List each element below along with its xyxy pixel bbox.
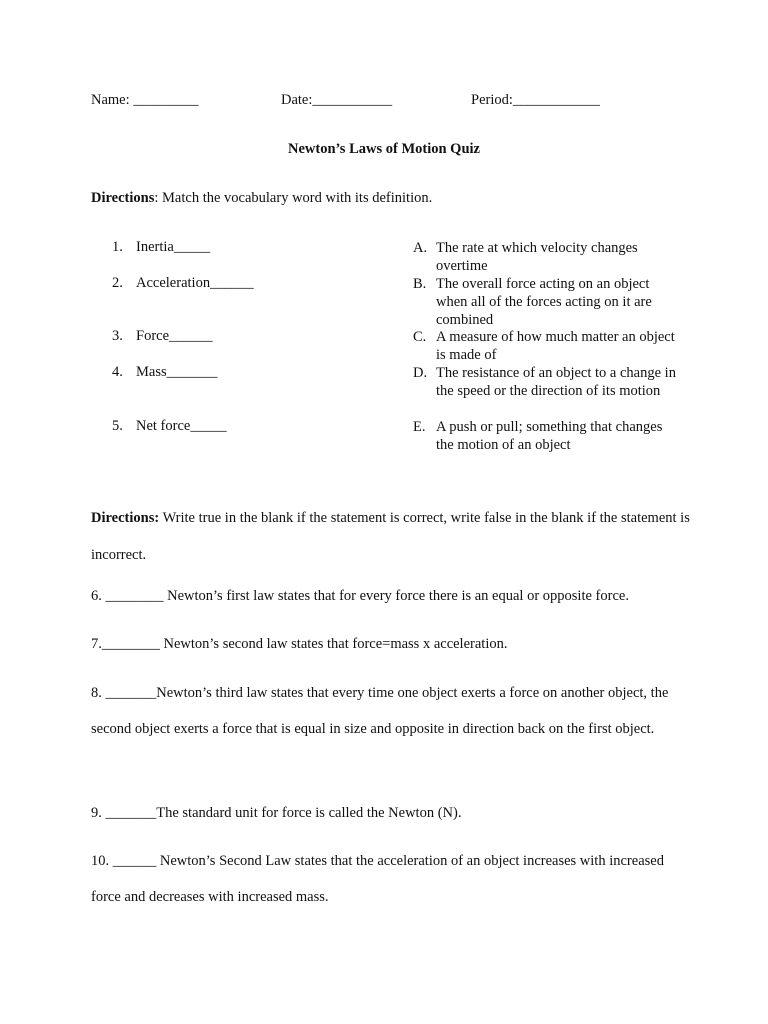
vocab-item xyxy=(112,275,254,292)
vocab-number: 5. xyxy=(112,418,123,434)
vocab-item xyxy=(112,364,217,381)
definition-text: A measure of how much matter an object is made of xyxy=(436,329,675,363)
vocab-number: 2. xyxy=(112,275,123,291)
definition-letter: A. xyxy=(413,240,428,256)
definition-text: The rate at which velocity changes overtime xyxy=(436,240,638,274)
definition-item xyxy=(413,328,683,364)
definition-text: The overall force acting on an object when all of the forces acting on it are combined xyxy=(436,276,652,328)
definition-item xyxy=(413,275,683,329)
vocab-word: Acceleration______ xyxy=(136,275,254,291)
definition-item xyxy=(413,418,683,454)
vocab-word: Mass_______ xyxy=(136,364,218,380)
vocab-word: Force______ xyxy=(136,328,213,344)
definition-letter: D. xyxy=(413,365,428,381)
vocab-number: 3. xyxy=(112,328,123,344)
question-item: 9. _______The standard unit for force is called the Newton (N). xyxy=(91,805,462,821)
date-field-label: Date:___________ xyxy=(281,92,393,108)
directions-label: Directions: xyxy=(91,510,160,526)
directions-label: Directions xyxy=(91,190,155,206)
matching-directions xyxy=(91,190,432,207)
name-field-label: Name: _________ xyxy=(91,92,199,108)
vocab-item xyxy=(112,328,213,345)
vocab-word: Inertia_____ xyxy=(136,239,211,255)
period-field-label: Period:____________ xyxy=(471,92,600,108)
quiz-title: Newton’s Laws of Motion Quiz xyxy=(288,141,480,157)
definition-text: The resistance of an object to a change in the speed or the direction of its motion xyxy=(436,365,676,399)
definition-letter: B. xyxy=(413,276,427,292)
vocab-word: Net force_____ xyxy=(136,418,227,434)
vocab-number: 4. xyxy=(112,364,123,380)
question-item: 7.________ Newton’s second law states that force=mass x acceleration. xyxy=(91,636,508,652)
question-item: 8. _______Newton’s third law states that every time one object exerts a force on another object, the second object exerts a force that is equal in size and opposite in direction back on the first object. xyxy=(91,685,669,737)
vocab-item xyxy=(112,239,210,256)
definition-text: A push or pull; something that changes the motion of an object xyxy=(436,419,663,453)
definition-letter: E. xyxy=(413,419,426,435)
question-item: 6. ________ Newton’s first law states that for every force there is an equal or opposite force. xyxy=(91,588,629,604)
definition-item xyxy=(413,239,683,275)
question-item: 10. ______ Newton’s Second Law states that the acceleration of an object increases with increased force and decreases with increased mass. xyxy=(91,853,664,905)
true-false-directions xyxy=(91,500,691,574)
directions-text: Write true in the blank if the statement is correct, write false in the blank if the statement is incorrect. xyxy=(91,510,690,563)
definition-item xyxy=(413,364,683,400)
vocab-item xyxy=(112,418,227,435)
directions-text: : Match the vocabulary word with its definition. xyxy=(154,190,433,206)
vocab-number: 1. xyxy=(112,239,123,255)
definition-letter: C. xyxy=(413,329,427,345)
